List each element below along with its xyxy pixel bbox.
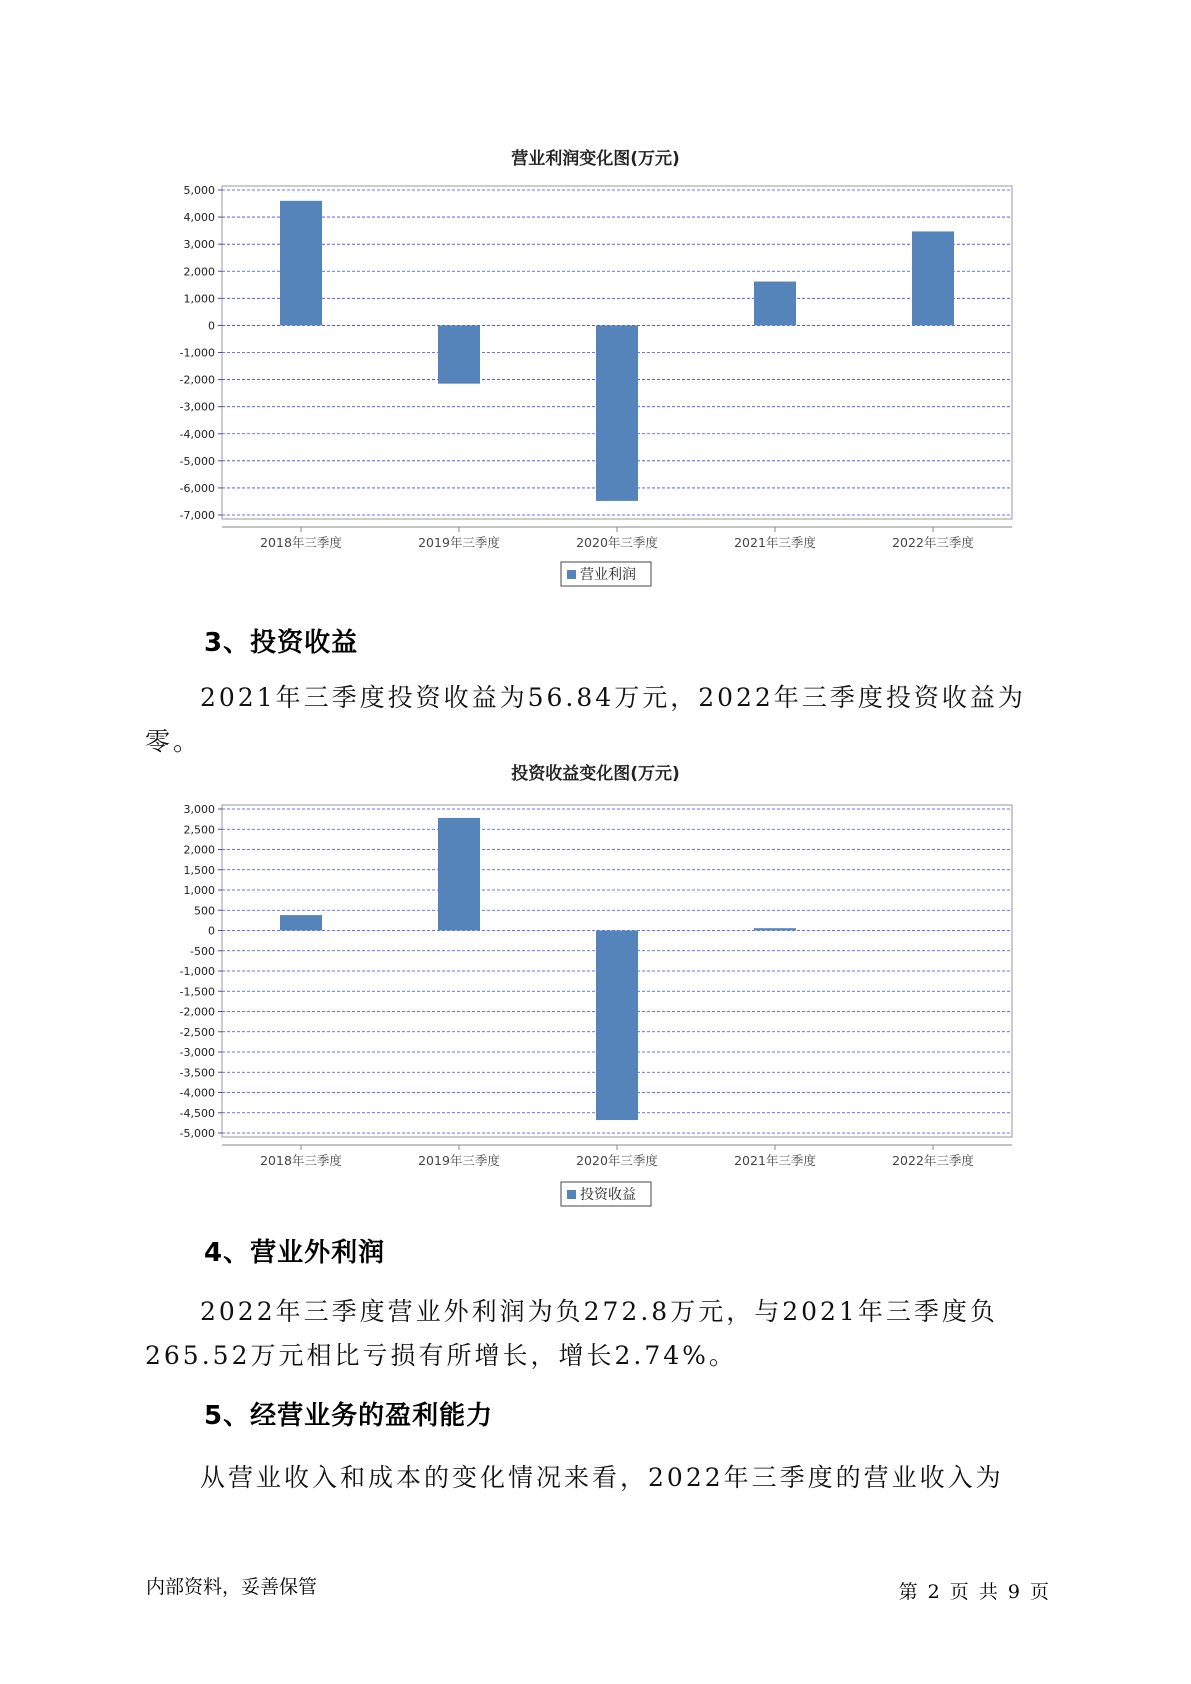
- y-tick-label: -3,000: [179, 1046, 215, 1059]
- x-tick-label: 2021年三季度: [734, 1153, 816, 1168]
- y-tick-label: 1,500: [183, 863, 215, 877]
- x-tick-label: 2019年三季度: [418, 535, 500, 550]
- section-4-paragraph: 2022年三季度营业外利润为负272.8万元，与2021年三季度负265.52万元相比亏损有所增长，增长2.74%。: [145, 1297, 998, 1370]
- legend-label: 投资收益: [580, 1187, 636, 1203]
- y-tick-label: -4,500: [179, 1106, 215, 1120]
- y-tick-label: 2,500: [183, 823, 215, 837]
- y-tick-label: 3,000: [183, 238, 215, 252]
- section-3-heading: 3、投资收益: [204, 628, 359, 658]
- y-tick-label: -6,000: [179, 481, 215, 495]
- legend-swatch: [567, 1190, 576, 1199]
- y-tick-label: -4,000: [179, 1086, 215, 1100]
- x-tick-label: 2020年三季度: [576, 1153, 658, 1168]
- footer-page-number: 第 2 页 共 9 页: [898, 1581, 1051, 1603]
- section-3-paragraph: 2021年三季度投资收益为56.84万元，2022年三季度投资收益为零。: [145, 683, 1026, 756]
- y-tick-label: 2,000: [183, 843, 215, 857]
- section-5-paragraph: 从营业收入和成本的变化情况来看，2022年三季度的营业收入为: [200, 1463, 1004, 1492]
- footer-confidential-note: 内部资料，妥善保管: [146, 1576, 318, 1598]
- section-5-heading: 5、经营业务的盈利能力: [204, 1401, 494, 1431]
- x-tick-label: 2020年三季度: [576, 535, 658, 550]
- y-tick-label: 0: [208, 924, 215, 938]
- y-tick-label: -5,000: [179, 454, 215, 468]
- y-tick-label: -2,000: [179, 373, 215, 387]
- y-tick-label: -3,000: [179, 400, 215, 414]
- section-4-heading: 4、营业外利润: [204, 1238, 386, 1268]
- y-tick-label: -2,000: [179, 1005, 215, 1019]
- y-tick-label: -4,000: [179, 427, 215, 441]
- y-tick-label: 1,000: [183, 292, 215, 306]
- y-tick-label: 0: [208, 319, 215, 333]
- y-tick-label: -1,000: [179, 965, 215, 978]
- y-tick-label: -2,500: [179, 1025, 215, 1039]
- y-tick-label: -1,000: [179, 346, 215, 360]
- x-tick-label: 2018年三季度: [260, 1153, 342, 1168]
- bar: [754, 928, 796, 930]
- y-tick-label: 2,000: [183, 265, 215, 279]
- chart-title: 营业利润变化图(万元): [511, 149, 680, 169]
- bar: [280, 915, 322, 930]
- y-tick-label: -500: [190, 944, 215, 958]
- bar: [596, 931, 638, 1121]
- bar: [438, 818, 480, 931]
- x-tick-label: 2021年三季度: [734, 535, 816, 550]
- legend-label: 营业利润: [580, 567, 636, 583]
- y-tick-label: -1,500: [179, 985, 215, 999]
- x-tick-label: 2018年三季度: [260, 535, 342, 550]
- x-tick-label: 2022年三季度: [892, 1153, 974, 1168]
- y-tick-label: 3,000: [183, 803, 215, 816]
- chart-title: 投资收益变化图(万元): [511, 764, 680, 784]
- y-tick-label: 4,000: [183, 211, 215, 225]
- y-tick-label: -5,000: [179, 1127, 215, 1140]
- x-tick-label: 2022年三季度: [892, 535, 974, 550]
- y-tick-label: -7,000: [179, 509, 215, 522]
- y-tick-label: -3,500: [179, 1066, 215, 1080]
- y-tick-label: 5,000: [183, 184, 215, 197]
- y-tick-label: 500: [194, 904, 215, 918]
- y-tick-label: 1,000: [183, 884, 215, 897]
- x-tick-label: 2019年三季度: [418, 1153, 500, 1168]
